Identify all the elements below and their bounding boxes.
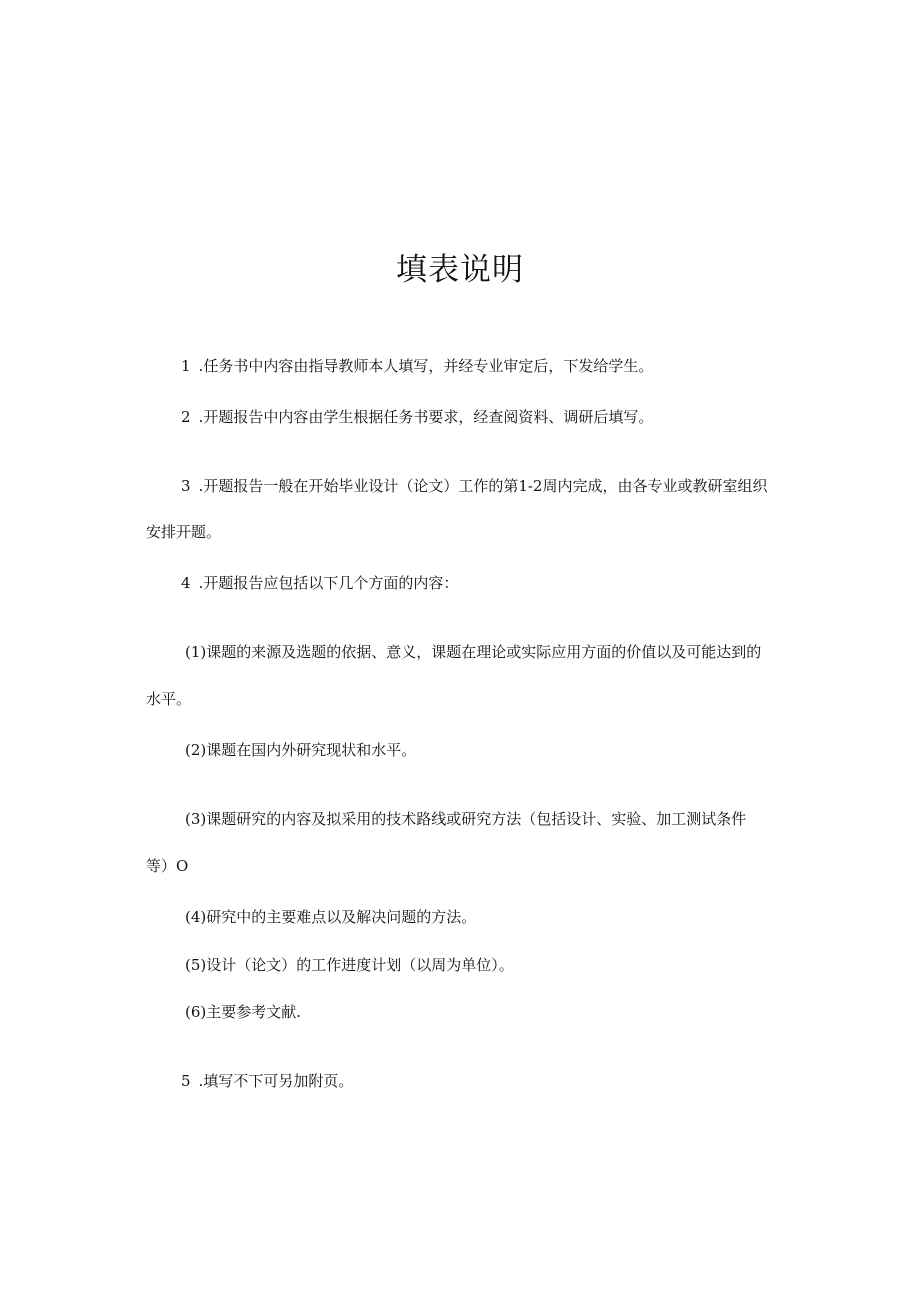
sub-item-5: (5)设计（论文）的工作进度计划（以周为单位）。 [185, 956, 514, 974]
sub-item-4: (4)研究中的主要难点以及解决问题的方法。 [185, 908, 477, 926]
instruction-5 [181, 1071, 353, 1091]
item-text: .开题报告一般在开始毕业设计（论文）工作的第1-2周内完成，由各专业或教研室组织 [198, 477, 768, 495]
instruction-4 [181, 573, 458, 593]
sub-item-3-continuation: 等）O [146, 857, 189, 875]
item-text: .开题报告中内容由学生根据任务书要求，经查阅资料、调研后填写。 [198, 408, 654, 426]
item-number: 5 [181, 1072, 191, 1090]
instruction-3-continuation: 安排开题。 [146, 523, 222, 541]
instruction-3 [181, 476, 767, 496]
item-text: .填写不下可另加附页。 [198, 1072, 354, 1090]
item-text: .任务书中内容由指导教师本人填写，并经专业审定后，下发给学生。 [198, 357, 654, 375]
item-number: 2 [181, 408, 191, 426]
instruction-1 [181, 356, 653, 376]
item-number: 4 [181, 574, 191, 592]
sub-item-1-continuation: 水平。 [146, 690, 192, 708]
instruction-2 [181, 407, 653, 427]
item-number: 3 [181, 477, 191, 495]
item-text: .开题报告应包括以下几个方面的内容： [198, 574, 459, 592]
sub-item-2: (2)课题在国内外研究现状和水平。 [185, 741, 417, 759]
sub-item-3: (3)课题研究的内容及拟采用的技术路线或研究方法（包括设计、实验、加工测试条件 [185, 810, 747, 828]
page-title: 填表说明 [396, 252, 524, 288]
item-number: 1 [181, 357, 191, 375]
sub-item-6: (6)主要参考文献. [185, 1003, 302, 1021]
sub-item-1: (1)课题的来源及选题的依据、意义，课题在理论或实际应用方面的价值以及可能达到的 [185, 643, 762, 661]
